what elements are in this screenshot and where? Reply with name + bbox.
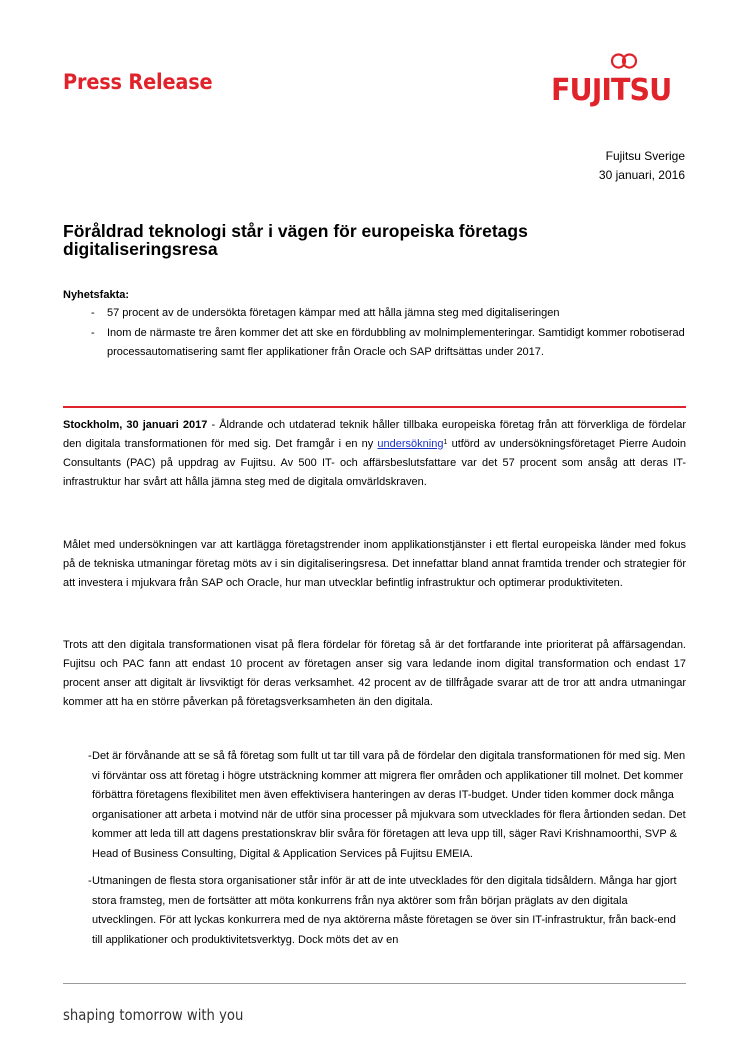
section-divider <box>63 406 686 408</box>
press-release-title: Press Release <box>63 70 213 94</box>
body-paragraph-1 <box>63 416 686 492</box>
facts-heading: Nyhetsfakta: <box>63 289 130 301</box>
release-date: 30 januari, 2016 <box>598 168 685 182</box>
footer-divider <box>63 983 686 984</box>
fujitsu-logo <box>551 50 686 106</box>
fact-text: 57 procent av de undersökta företagen kämpar med att hålla jämna steg med digitaliseringen <box>107 307 560 319</box>
bullet-dash: - <box>88 875 92 887</box>
list-item <box>63 747 686 864</box>
infinity-logo-icon <box>610 51 638 71</box>
quote-text: Det är förvånande att se så få företag som fullt ut tar till vara på de fördelar den digitala transformationen för med sig. Men vi förväntar oss att företag i högre utsträckning kommer att migrera fler områden och applikationer till molnet. Det kommer förbättra företagens flexibilitet men även effektivisera hanteringen av deras IT-budget. Under tiden kommer dock många organisationer att arbeta i motvind när de utför sina processer på mjukvara som utvecklades för flera årtionden sedan. Det kommer att leda till att dagens prestationskrav blir svåra för företagen att leva upp till, säger Ravi Krishnamoorthi, SVP & Head of Business Consulting, Digital & Application Services på Fujitsu EMEIA. <box>92 750 686 860</box>
logo-wordmark: FUJITSU <box>551 73 672 108</box>
dateline: Stockholm, 30 januari 2017 <box>63 419 208 431</box>
paragraph-text: utförd av undersökningsföretaget Pierre Audoin Consultants (PAC) på uppdrag av Fujitsu. Av 500 IT- och affärsbeslutsfattare var det 57 procent som ansåg att deras IT-infrastruktur har svårt att hålla jämna steg med de digitala omvärldskraven. <box>63 438 686 488</box>
quote-list <box>63 747 686 950</box>
bullet-dash: - <box>91 307 95 319</box>
fact-text: Inom de närmaste tre åren kommer det att ske en fördubbling av molnimplementeringar. Samtidigt kommer robotiserad processautomatisering samt fler applikationer från Oracle och SAP driftsättas under 2017. <box>107 326 685 358</box>
release-meta <box>599 147 685 185</box>
list-item <box>63 304 685 324</box>
headline: Föråldrad teknologi står i vägen för europeiska företags digitaliseringsresa <box>63 221 528 259</box>
footer-tagline: shaping tomorrow with you <box>63 1006 244 1024</box>
list-item <box>63 872 686 950</box>
list-item <box>63 324 685 363</box>
paragraph-text: - Åldrande och utdaterad teknik håller tillbaka europeiska företag från att förverkliga de fördelar den digitala transformationen för med sig. Det framgår i en ny <box>63 419 686 450</box>
company-name: Fujitsu Sverige <box>605 149 685 163</box>
body-paragraph-3: Trots att den digitala transformationen visat på flera fördelar för företag så är det fortfarande inte prioriterat på affärsagendan. Fujitsu och PAC fann att endast 10 procent av företagen anser sig vara ledande inom digital transformation och endast 17 procent anser att digitalt är livsviktigt för deras verksamhet. 42 procent av de tillfrågade svarar att de tror att andra utmaningar kommer att ha en större påverkan på företagsverksamheten än den digitala. <box>63 639 686 708</box>
quote-text: Utmaningen de flesta stora organisationer står inför är att de inte utvecklades för den digitala tidsåldern. Många har gjort stora framsteg, men de fortsätter att möta konkurrens från nya aktörer som från början präglats av den digitala utvecklingen. För att lyckas konkurrera med de nya aktörerna måste företagen se över sin IT-infrastruktur, från back-end till applikationer och produktivitetsverktyg. Dock möts det av en <box>92 875 677 946</box>
bullet-dash: - <box>91 326 95 339</box>
facts-list <box>63 304 685 363</box>
footnote-marker: 1 <box>443 439 448 446</box>
survey-link[interactable]: undersökning <box>377 438 444 450</box>
body-paragraph-2: Målet med undersökningen var att kartlägga företagstrender inom applikationstjänster i ett flertal europeiska länder med fokus på de tekniska utmaningar företag möts av i sin digitaliseringsresa. Det innefattar bland annat framtida trender och strategier för att investera i mjukvara från SAP och Oracle, hur man utvecklar befintlig infrastruktur och optimerar produktiviteten. <box>63 539 686 589</box>
bullet-dash: - <box>88 750 92 762</box>
